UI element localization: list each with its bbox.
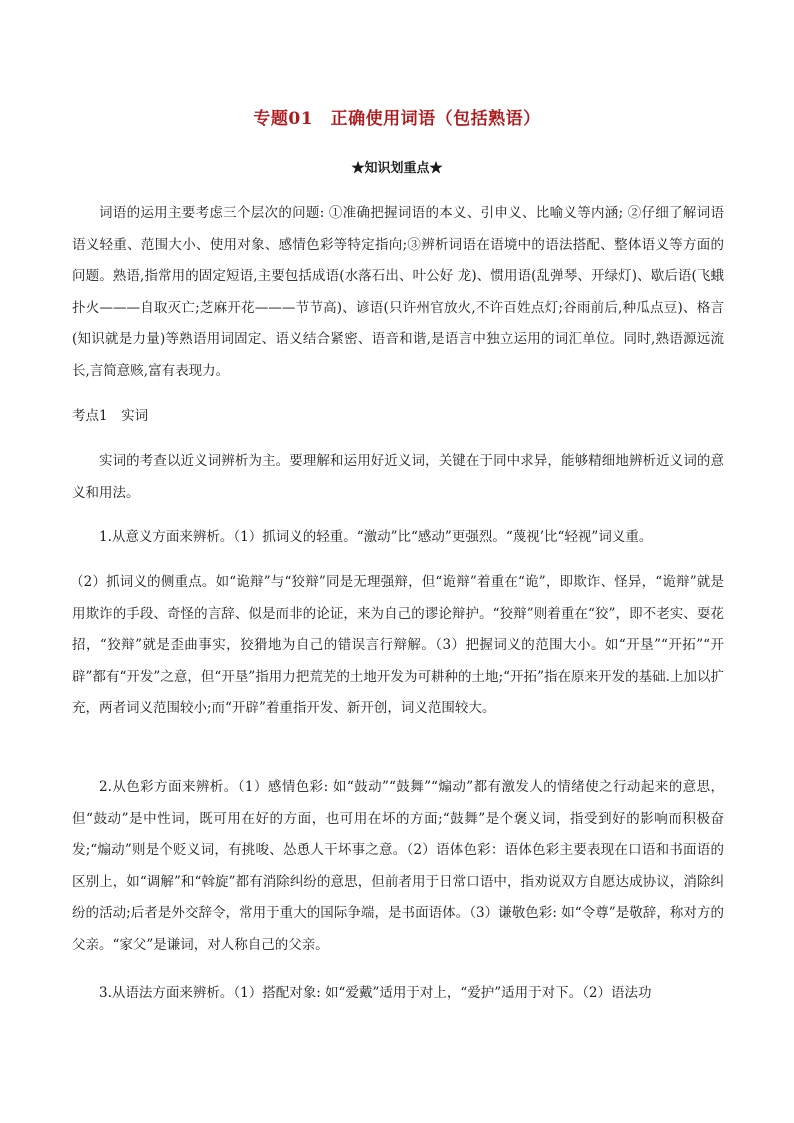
section-banner: ★知识划重点★ [351, 161, 443, 176]
point1-first-line: 1.从意义方面来辨析。（1）抓词义的轻重。“激动”比“感动”更强烈。“蔑视’比“轻视”词义重。 [99, 529, 653, 545]
document-title: 专题01 正确使用词语（包括熟语） [253, 109, 541, 129]
point3-paragraph: 3.从语法方面来辨析。（1）搭配对象: 如“爱戴”适用于对上，“爱护”适用于对下。（2）语法功 [99, 985, 652, 1001]
point2-paragraph: 2.从色彩方面来辨析。（1）感情色彩: 如“鼓动”“鼓舞”“煽动”都有激发人的情绪使之行动起来的意思，但“鼓动”是中性词，既可用在好的方面，也可用在坏的方面;“鼓舞”是个褒义词，指受到好的影响而积极奋发;“煽动”则是个贬义词，有挑唆、怂恿人干坏事之意。（2）语体色彩：语体色彩主要表现在口语和书面语的区别上，如“调解”和“斡旋”都有消除纠纷的意思，但前者用于日常口语中，指劝说双方自愿达成协议，消除纠纷的活动;后者是外交辞令，常用于重大的国际争端，是书面语体。（3）谦敬色彩: 如“令尊”是敬辞，称对方的父亲。“家父”是谦词，对人称自己的父亲。 [72, 779, 724, 953]
section-intro-paragraph: 实词的考查以近义词辨析为主。要理解和运用好近义词，关键在于同中求异，能够精细地辨析近义词的意义和用法。 [72, 453, 724, 501]
section-heading: 考点1 实词 [72, 408, 149, 424]
intro-paragraph: 词语的运用主要考虑三个层次的问题: ①准确把握词语的本义、引申义、比喻义等内涵; ②仔细了解词语语义轻重、范围大小、使用对象、感情色彩等特定指向;③辨析词语在语境中的语法搭配、整体语义等方面的问题。熟语,指常用的固定短语,主要包括成语(水落石出、叶公好 龙)、惯用语(乱弹琴、开绿灯)、歇后语(飞蛾扑火———自取灭亡;芝麻开花———节节高)、谚语(只许州官放火,不许百姓点灯;谷雨前后,种瓜点豆)、格言(知识就是力量)等熟语用词固定、语义结合紧密、语音和谐,是语言中独立运用的词汇单位。同时,熟语源远流长,言简意赅,富有表现力。 [72, 205, 724, 379]
point1-paragraph: （2）抓词义的侧重点。如“诡辩”与“狡辩”同是无理强辩，但“诡辩”着重在“诡”，即欺诈、怪异，“诡辩”就是用欺诈的手段、奇怪的言辞、似是而非的论证，来为自己的谬论辩护。“狡辩”则着重在“狡”，即不老实、耍花招，“狡辩”就是歪曲事实，狡猾地为自己的错误言行辩解。（3）把握词义的范围大小。如“开垦”“开拓”“开辟”都有“开发”之意，但“开垦”指用力把荒芜的土地开发为可耕种的土地;“开拓”指在原来开发的基础.上加以扩充，两者词义范围较小;而“开辟”着重指开发、新开创，词义范围较大。 [70, 574, 724, 716]
